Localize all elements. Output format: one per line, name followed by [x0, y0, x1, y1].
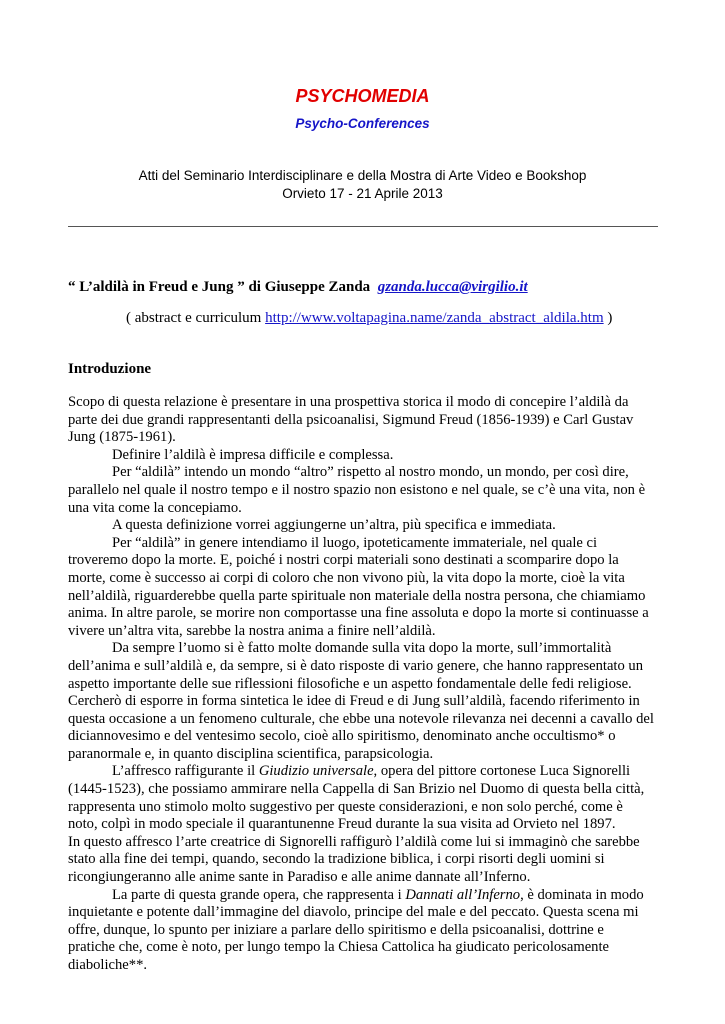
body-line: In questo affresco l’arte creatrice di Signorelli raffigurò l’aldilà come lui si immaginò che sarebbe: [68, 833, 640, 850]
abstract-suffix: ): [603, 310, 613, 326]
body-line: inquietante e potente dall’immagine del diavolo, principe del male e del peccato. Questa scena mi: [68, 904, 639, 921]
body-line: parte dei due grandi rappresentanti della psicoanalisi, Sigmund Freud (1856-1939) e Carl Gustav: [68, 411, 634, 428]
article-title: [68, 279, 528, 296]
body-line: una vita come la concepiamo.: [68, 499, 242, 516]
body-line: aspetto importante delle sue riflessioni filosofiche e un aspetto fondamentale delle fedi religiose.: [68, 675, 632, 692]
section-heading: Introduzione: [68, 361, 152, 377]
body-line: Per “aldilà” in genere intendiamo il luogo, ipoteticamente immateriale, nel quale ci: [112, 534, 598, 551]
brand-subtitle: Psycho-Conferences: [295, 116, 430, 131]
author-email-link[interactable]: gzanda.lucca@virgilio.it: [377, 279, 528, 295]
article-title-text: “ L’aldilà in Freud e Jung ” di Giuseppe Zanda: [68, 279, 371, 295]
abstract-line: [126, 310, 612, 327]
body-line: Scopo di questa relazione è presentare in una prospettiva storica il modo di concepire l’aldilà da: [68, 394, 629, 410]
abstract-prefix: ( abstract e curriculum: [126, 310, 266, 326]
body-line: dell’anima e sull’aldilà e, da sempre, si è dato risposte di vario genere, che hanno rappresentato un: [68, 657, 644, 674]
body-line: pratiche che, come è noto, per lungo tempo la Chiesa Cattolica ha giudicato pericolosamente: [68, 939, 609, 956]
body-line: Per “aldilà” intendo un mondo “altro” rispetto al nostro mondo, un mondo, per così dire,: [112, 464, 629, 481]
body-line: A questa definizione vorrei aggiungerne un’altra, più specifica e immediata.: [112, 517, 556, 534]
body-line: ricongiungeranno alle anime sante in Paradiso e alle anime dannate all’Inferno.: [68, 869, 531, 886]
body-line: offre, dunque, lo spunto per iniziare a parlare dello spiritismo e della psicoanalisi, dottrine e: [68, 921, 604, 938]
abstract-link[interactable]: http://www.voltapagina.name/zanda_abstract_aldila.htm: [265, 310, 604, 326]
body-line: vivere un’altra vita, sarebbe la nostra anima a finire nell’aldilà.: [68, 622, 436, 639]
event-date: Orvieto 17 - 21 Aprile 2013: [282, 186, 443, 201]
body-line-part: La parte di questa grande opera, che rappresenta i: [112, 886, 406, 903]
body-line-part: , è dominata in modo: [520, 886, 644, 903]
body-line: Definire l’aldilà è impresa difficile e complessa.: [112, 446, 394, 463]
body-line-part: L’affresco raffigurante il: [112, 763, 259, 780]
header-divider: [68, 226, 658, 227]
body-line: noto, colpì in modo speciale il quarantunenne Freud durante la sua visita ad Orvieto nel 1897.: [68, 816, 616, 833]
body-line-part: , opera del pittore cortonese Luca Signorelli: [373, 763, 631, 780]
body-line: nell’aldilà, riguarderebbe quella parte spirituale non materiale della nostra persona, che chiamiamo: [68, 587, 646, 604]
event-title: Atti del Seminario Interdisciplinare e della Mostra di Arte Video e Bookshop: [138, 168, 587, 183]
body-line: Da sempre l’uomo si è fatto molte domande sulla vita dopo la morte, sull’immortalità: [112, 640, 612, 657]
body-text: [68, 394, 658, 975]
body-line: morte, come è successo ai corpi di coloro che non vivono più, la vita dopo la morte, cioè la vita: [68, 569, 625, 586]
body-line: Jung (1875-1961).: [68, 429, 176, 446]
body-line: troveremo dopo la morte. E, poiché i nostri corpi materiali sono destinati a scomparire dopo la: [68, 552, 619, 569]
body-line: stato alla fine dei tempi, quando, secondo la tradizione biblica, i corpi risorti degli uomini si: [68, 851, 605, 868]
body-line: anima. In altre parole, se morire non comportasse una fine assoluta e dopo la morte si continuasse a: [68, 605, 649, 622]
body-line: parallelo nel quale il nostro tempo e il nostro spazio non esistono e nel quale, se c’è una vita, non è: [68, 481, 646, 498]
artwork-title-dannati: Dannati all’Inferno: [405, 886, 521, 903]
body-line: diciannovesimo e del ventesimo secolo, cioè allo spiritismo, denominato anche occultismo* o: [68, 728, 616, 745]
body-line: diaboliche**.: [68, 957, 148, 973]
brand-title: PSYCHOMEDIA: [295, 86, 430, 106]
body-line: questa occasione a un fenomeno culturale, che ebbe una notevole rilevanza nei decenni a cavallo del: [68, 710, 654, 727]
body-line: (1445-1523), che possiamo ammirare nella Cappella di San Brizio nel Duomo di questa bella città,: [68, 781, 645, 798]
body-line: [68, 887, 658, 905]
body-line: Cercherò di esporre in forma sintetica le idee di Freud e di Jung sull’aldilà, facendo riferimento in: [68, 693, 640, 710]
body-line: [68, 763, 658, 781]
body-line: rappresenta uno stimolo molto suggestivo per queste considerazioni, e non solo perché, come è: [68, 798, 623, 815]
body-line: paranormale e, in quanto disciplina scientifica, parapsicologia.: [68, 745, 434, 762]
artwork-title-giudizio: Giudizio universale: [258, 763, 374, 780]
